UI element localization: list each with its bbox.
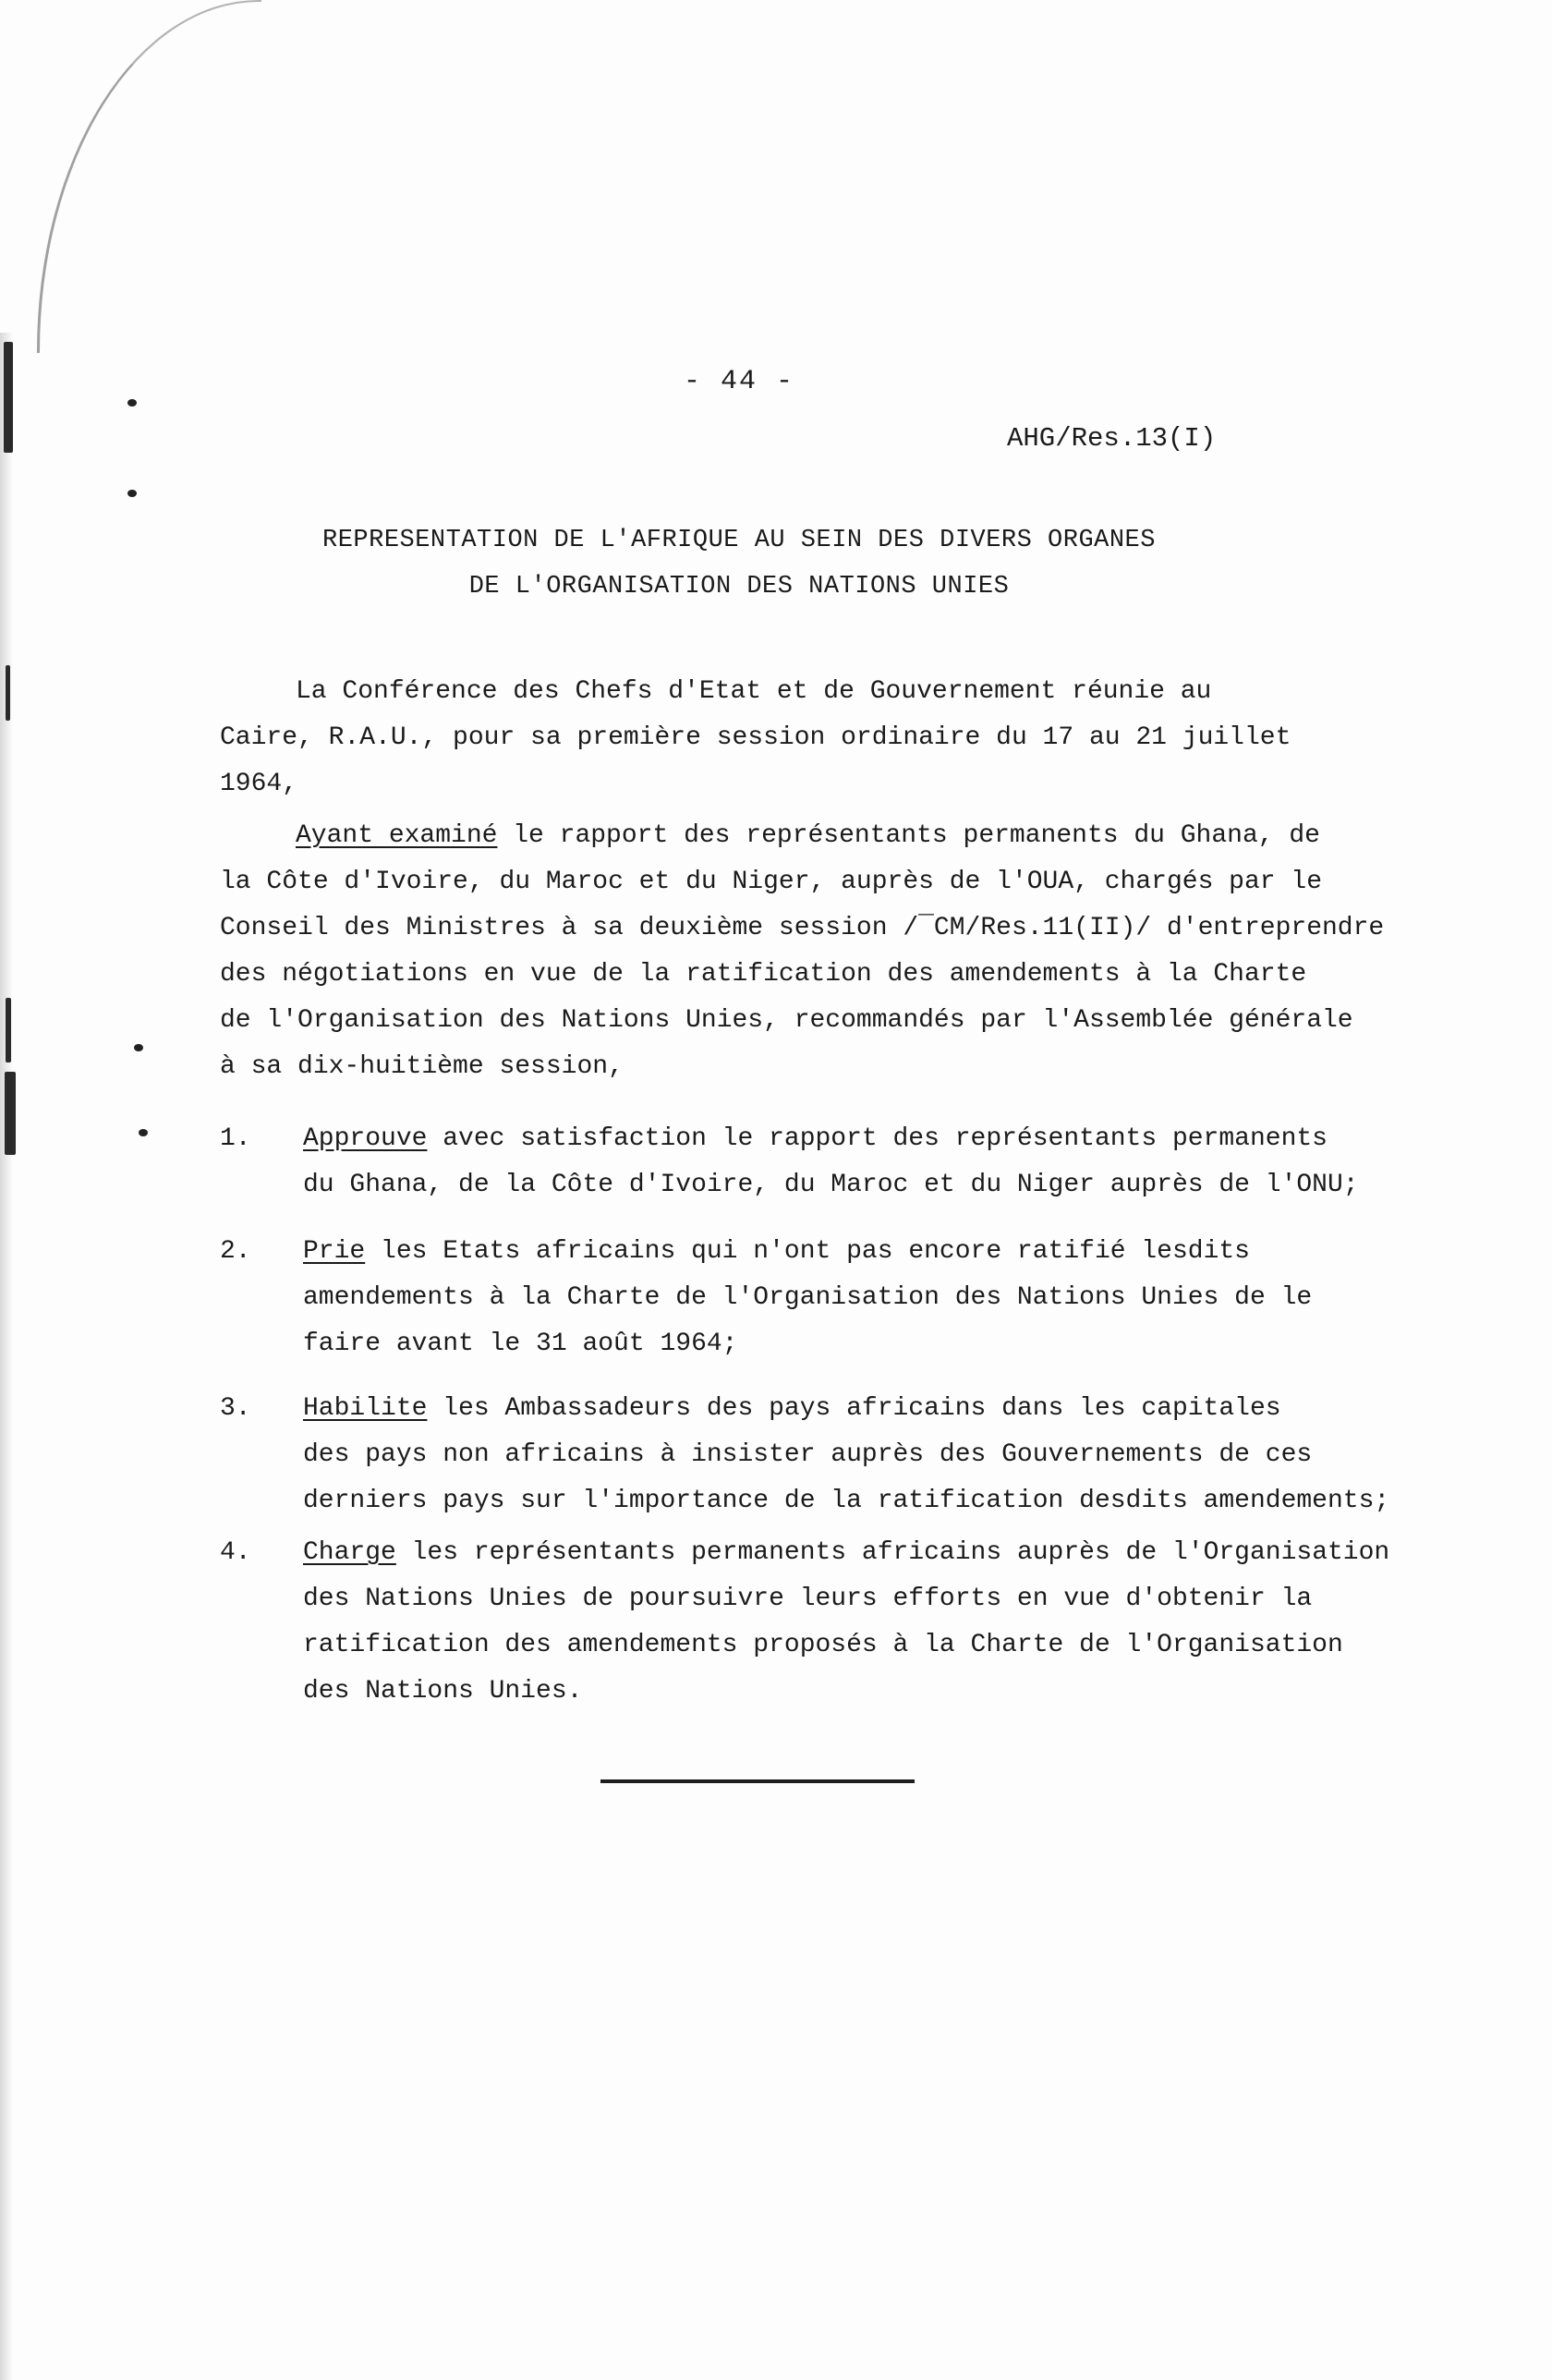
clause-line: les Etats africains qui n'ont pas encore ratifié lesdits <box>365 1237 1250 1266</box>
clause-line: des Nations Unies. <box>303 1677 583 1706</box>
clause-number: 4. <box>220 1538 251 1567</box>
clause-keyword: Charge <box>303 1538 396 1567</box>
page-number: - 44 - <box>683 366 795 397</box>
scan-edge-mark <box>6 665 10 721</box>
punch-dot <box>139 1129 148 1136</box>
considering-paragraph <box>220 813 1458 1090</box>
clause-text <box>303 1229 1458 1367</box>
punch-dot <box>127 490 137 497</box>
scan-edge-mark <box>6 998 11 1062</box>
preamble-line: Caire, R.A.U., pour sa première session ordinaire du 17 au 21 juillet <box>220 723 1291 752</box>
punch-dot <box>127 399 137 407</box>
clause-keyword: Habilite <box>303 1394 428 1423</box>
clause-line: faire avant le 31 août 1964; <box>303 1330 738 1358</box>
clause-line: amendements à la Charte de l'Organisation des Nations Unies de le <box>303 1283 1313 1312</box>
clause-keyword: Approuve <box>303 1124 428 1153</box>
clause-number: 1. <box>220 1124 251 1153</box>
considering-text: le rapport des représentants permanents du Ghana, de <box>497 821 1320 850</box>
clause-line: des pays non africains à insister auprès des Gouvernements de ces <box>303 1440 1313 1469</box>
clause-line: derniers pays sur l'importance de la ratification desdits amendements; <box>303 1487 1390 1515</box>
preamble-line: 1964, <box>220 770 298 798</box>
clause-line: du Ghana, de la Côte d'Ivoire, du Maroc et du Niger auprès de l'ONU; <box>303 1171 1359 1199</box>
scan-edge-shadow <box>0 333 13 2380</box>
scan-edge-mark <box>5 1072 16 1155</box>
clause-line: les Ambassadeurs des pays africains dans les capitales <box>427 1394 1281 1423</box>
preamble-line: La Conférence des Chefs d'Etat et de Gouvernement réunie au <box>296 677 1212 706</box>
clause-text <box>303 1530 1458 1715</box>
considering-keyword: Ayant examiné <box>296 821 498 850</box>
clause-number: 3. <box>220 1394 251 1423</box>
clause-text <box>303 1116 1458 1208</box>
clause-line: ratification des amendements proposés à la Charte de l'Organisation <box>303 1631 1343 1659</box>
clause-line: les représentants permanents africains auprès de l'Organisation <box>395 1538 1390 1567</box>
document-reference: AHG/Res.13(I) <box>1007 423 1217 454</box>
end-rule-divider <box>600 1779 915 1783</box>
title-line-1: REPRESENTATION DE L'AFRIQUE AU SEIN DES DIVERS ORGANES <box>322 527 1156 554</box>
clause-keyword: Prie <box>303 1237 366 1266</box>
page-curl-artifact <box>37 0 261 353</box>
considering-line: à sa dix-huitième session, <box>220 1052 624 1081</box>
considering-line: de l'Organisation des Nations Unies, recommandés par l'Assemblée générale <box>220 1006 1353 1035</box>
punch-dot <box>134 1044 143 1051</box>
preamble-paragraph <box>220 669 1458 808</box>
title-line-2: DE L'ORGANISATION DES NATIONS UNIES <box>468 573 1010 601</box>
considering-line <box>220 813 1458 859</box>
clause-line: avec satisfaction le rapport des représentants permanents <box>427 1124 1328 1153</box>
considering-line: la Côte d'Ivoire, du Maroc et du Niger, auprès de l'OUA, chargés par le <box>220 868 1322 896</box>
scan-edge-mark <box>4 342 13 453</box>
clause-line: des Nations Unies de poursuivre leurs efforts en vue d'obtenir la <box>303 1585 1313 1613</box>
clause-text <box>303 1386 1458 1524</box>
considering-line: Conseil des Ministres à sa deuxième session /¯CM/Res.11(II)/ d'entreprendre <box>220 914 1385 942</box>
clause-number: 2. <box>220 1237 251 1266</box>
considering-line: des négotiations en vue de la ratification des amendements à la Charte <box>220 960 1307 989</box>
resolution-title <box>185 517 1293 610</box>
